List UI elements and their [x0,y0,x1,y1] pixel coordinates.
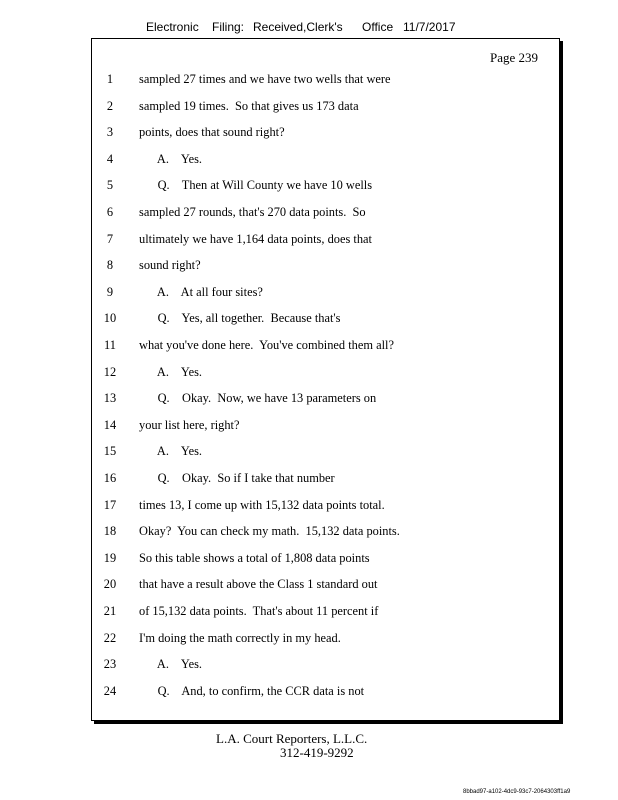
line-number: 13 [103,391,117,406]
transcript-line [92,577,559,597]
line-text: sampled 19 times. So that gives us 173 data [139,98,359,113]
line-text: what you've done here. You've combined them all? [139,338,394,352]
line-number: 12 [103,364,117,379]
transcript-line [92,365,559,385]
line-number: 1 [106,72,114,86]
line-text: sound right? [139,258,201,273]
line-number: 3 [106,125,114,140]
line-number: 9 [106,284,114,299]
transcript-line [92,604,559,624]
line-number: 11 [104,338,116,352]
line-number: 6 [106,205,114,219]
line-number: 16 [103,471,117,485]
line-text: that have a result above the Class 1 standard out [139,577,378,592]
transcript-line [92,444,559,464]
transcript-line [92,99,559,119]
transcript-line [92,285,559,305]
line-number: 4 [106,151,114,166]
line-text: times 13, I come up with 15,132 data points total. [139,497,385,512]
line-text: of 15,132 data points. That's about 11 percent if [139,604,379,618]
footer-company: L.A. Court Reporters, L.L.C. [216,731,368,746]
line-text: sampled 27 times and we have two wells that were [139,72,391,86]
transcript-line [92,551,559,571]
transcript-line [92,684,559,704]
header-office: Office [362,20,394,34]
line-text: A. Yes. [139,657,203,672]
transcript-line [92,232,559,252]
transcript-line [92,631,559,651]
line-number: 17 [103,497,117,512]
transcript-line [92,125,559,145]
line-text: Q. Okay. Now, we have 13 parameters on [139,391,377,406]
line-number: 24 [103,683,117,698]
document-id: 8bbad97-a102-4dc9-93c7-2064303ff1a9 [463,789,571,795]
transcript-line [92,205,559,225]
line-text: ultimately we have 1,164 data points, does that [139,231,372,246]
transcript-line [92,657,559,677]
header-received: Received,Clerk's [253,20,343,34]
line-number: 21 [103,604,117,618]
line-text: points, does that sound right? [139,125,285,140]
line-number: 18 [103,524,117,539]
header-date: 11/7/2017 [403,20,456,34]
line-number: 14 [103,417,117,432]
line-text: sampled 27 rounds, that's 270 data points. So [139,205,366,219]
line-text: Q. And, to confirm, the CCR data is not [139,683,365,698]
transcript-page [91,38,560,721]
transcript-line [92,72,559,92]
line-number: 22 [103,630,117,645]
footer-phone: 312-419-9292 [280,745,354,760]
line-number: 10 [103,311,117,326]
line-number: 8 [106,258,114,273]
transcript-line [92,418,559,438]
line-number: 15 [103,444,117,459]
header-electronic: Electronic [146,20,199,34]
transcript-line [92,524,559,544]
line-text: I'm doing the math correctly in my head. [139,630,341,645]
transcript-line [92,258,559,278]
line-text: So this table shows a total of 1,808 data points [139,550,370,565]
line-text: Q. Then at Will County we have 10 wells [139,178,373,193]
line-text: Okay? You can check my math. 15,132 data points. [139,524,400,539]
transcript-line [92,338,559,358]
transcript-line [92,498,559,518]
line-number: 2 [106,98,114,113]
line-text: A. Yes. [139,444,203,459]
line-number: 20 [103,577,117,592]
line-text: A. At all four sites? [139,284,263,299]
transcript-line [92,471,559,491]
line-text: your list here, right? [139,417,240,432]
line-number: 7 [106,231,114,246]
transcript-line [92,311,559,331]
line-text: Q. Yes, all together. Because that's [139,311,341,326]
line-number: 19 [103,550,117,565]
header-filing: Filing: [212,20,245,34]
transcript-line [92,178,559,198]
line-text: A. Yes. [139,151,203,166]
page-number: Page 239 [489,50,538,65]
transcript-line [92,152,559,172]
line-text: Q. Okay. So if I take that number [139,471,335,485]
transcript-line [92,391,559,411]
line-number: 23 [103,657,117,672]
line-text: A. Yes. [139,364,203,379]
line-number: 5 [106,178,114,193]
